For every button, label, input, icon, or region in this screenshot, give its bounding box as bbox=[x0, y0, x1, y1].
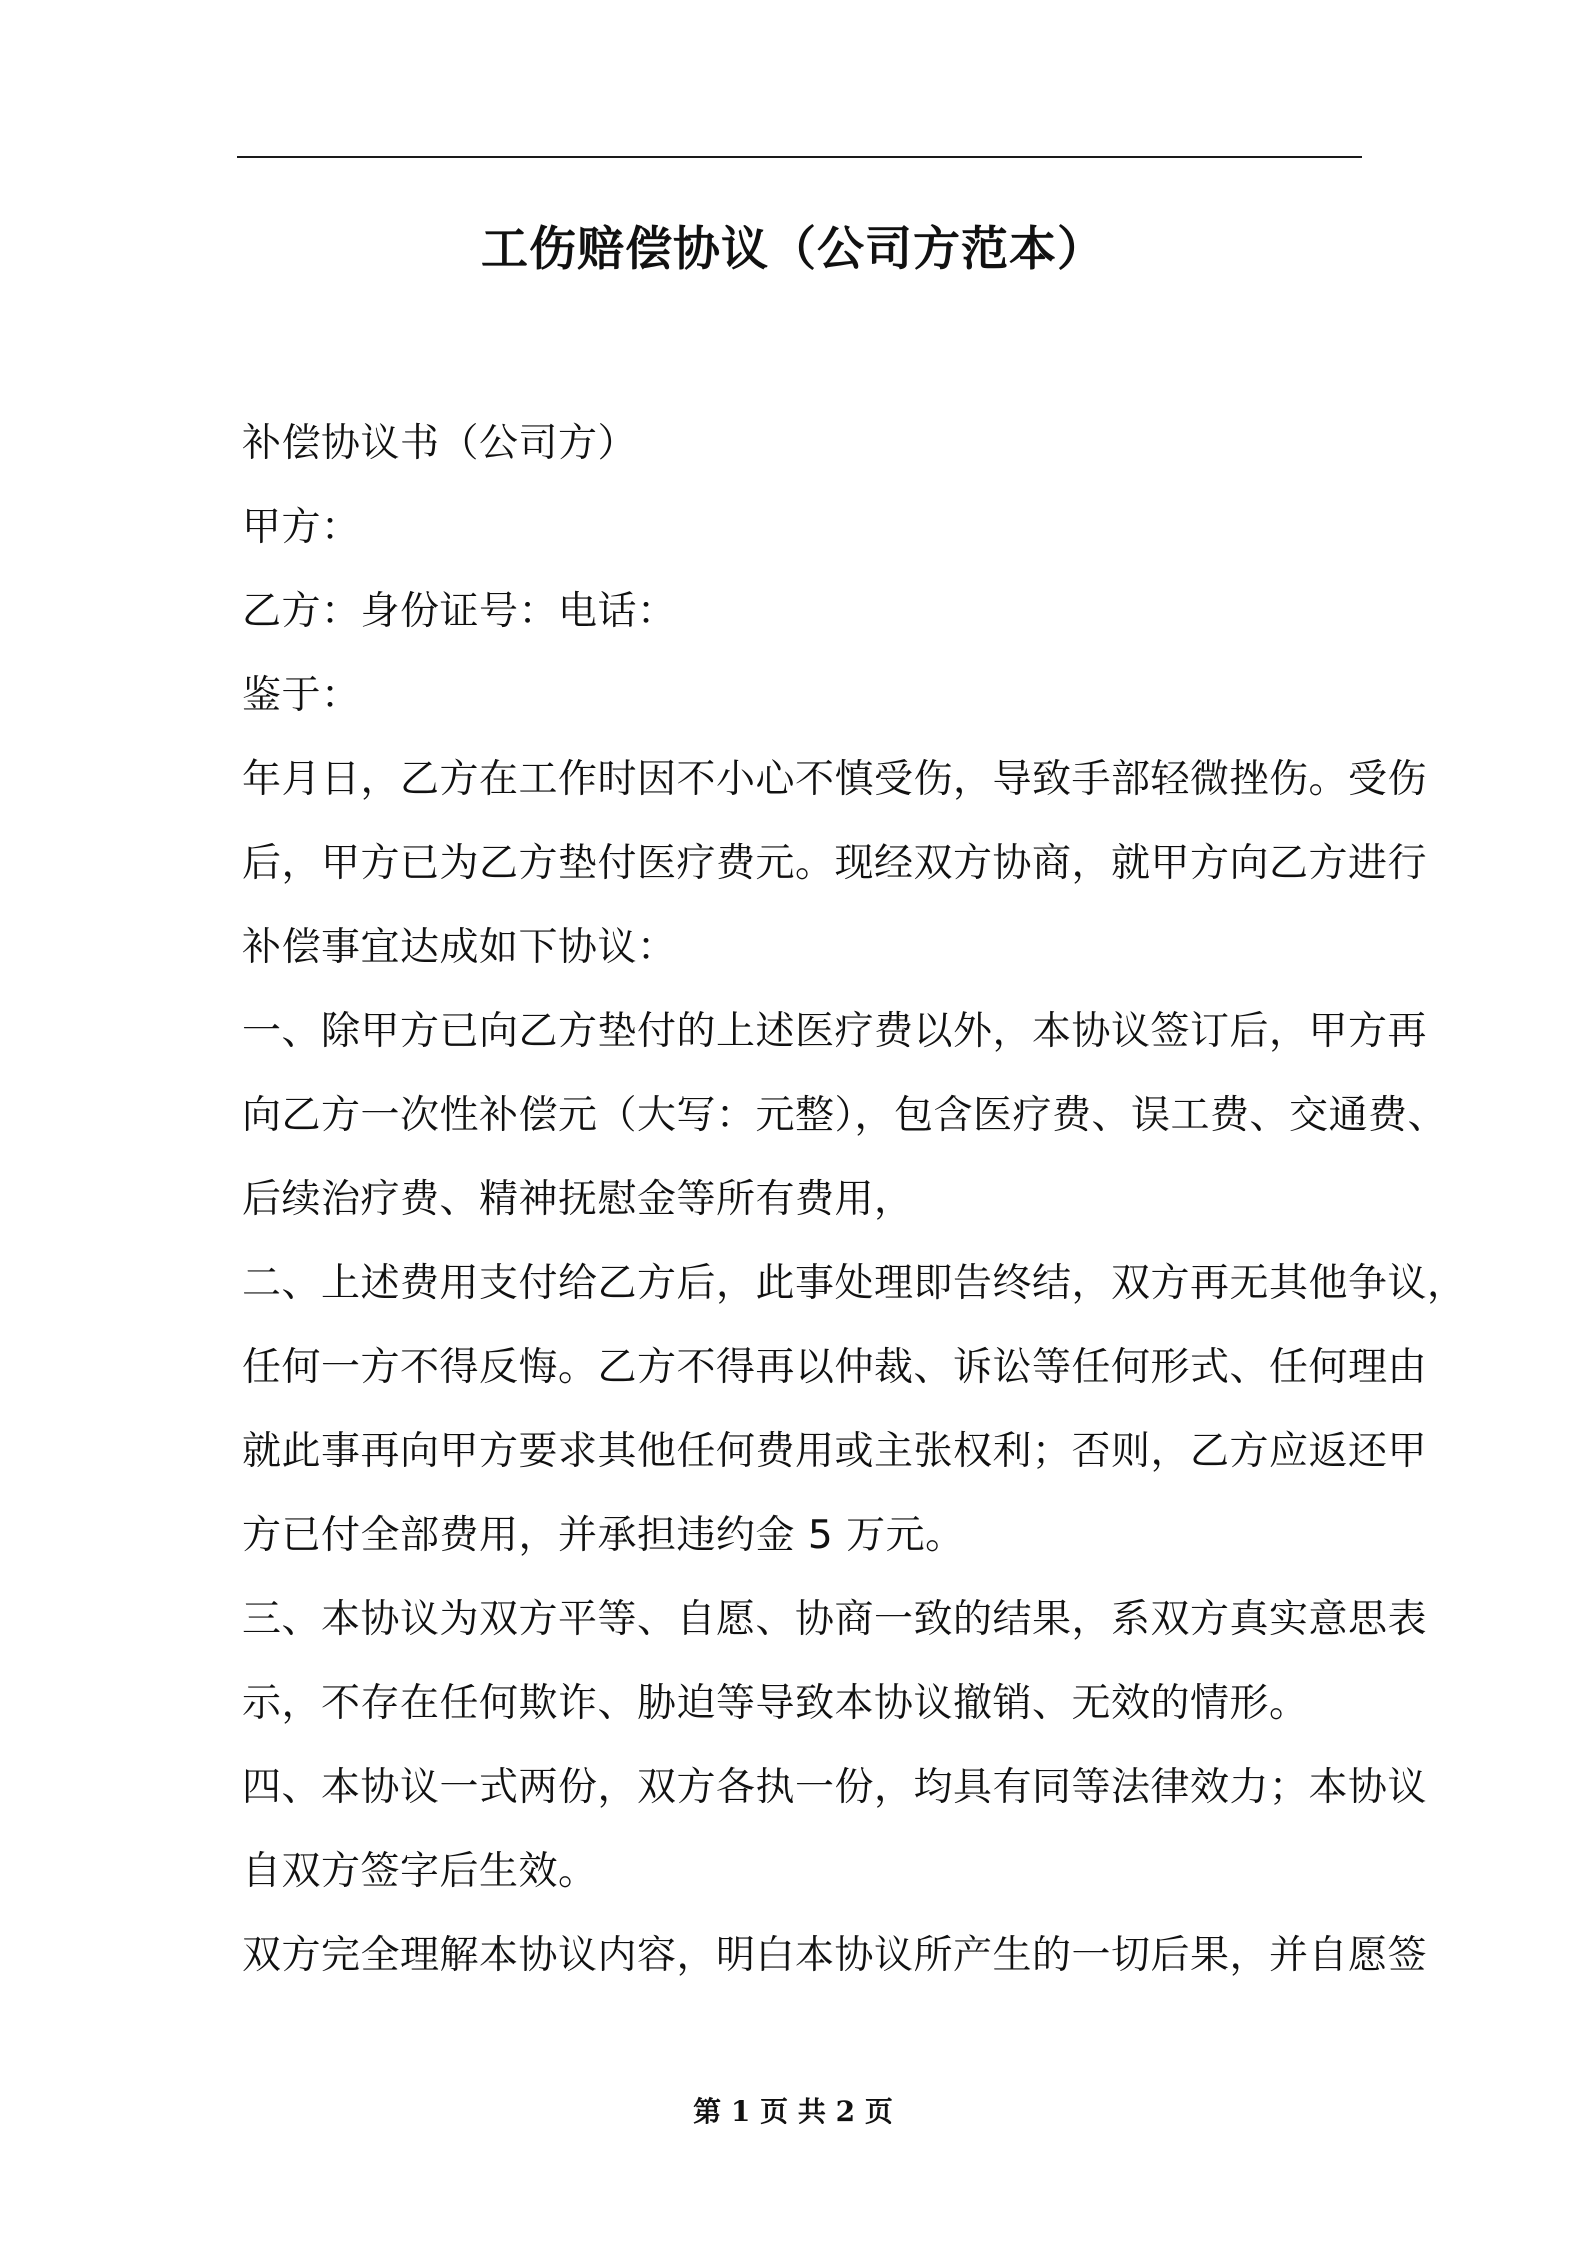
text-line: 二、上述费用支付给乙方后，此事处理即告终结，双方再无其他争议， bbox=[242, 1261, 1467, 1306]
text-line: 鉴于： bbox=[242, 673, 361, 718]
text-line: 双方完全理解本协议内容，明白本协议所产生的一切后果，并自愿签 bbox=[242, 1933, 1428, 1978]
text-line: 后，甲方已为乙方垫付医疗费元。现经双方协商，就甲方向乙方进行 bbox=[242, 841, 1428, 886]
text-line: 就此事再向甲方要求其他任何费用或主张权利；否则，乙方应返还甲 bbox=[242, 1429, 1428, 1474]
text-line: 年月日，乙方在工作时因不小心不慎受伤，导致手部轻微挫伤。受伤 bbox=[242, 757, 1428, 802]
text-line: 向乙方一次性补偿元（大写：元整），包含医疗费、误工费、交通费、 bbox=[242, 1093, 1448, 1138]
document-body bbox=[242, 402, 1467, 1998]
text-line: 一、除甲方已向乙方垫付的上述医疗费以外，本协议签订后，甲方再 bbox=[242, 1009, 1428, 1054]
text-line: 三、本协议为双方平等、自愿、协商一致的结果，系双方真实意思表 bbox=[242, 1597, 1428, 1642]
text-line: 乙方：身份证号：电话： bbox=[242, 589, 677, 634]
document-title: 工伤赔偿协议（公司方范本） bbox=[481, 222, 1105, 277]
text-line: 四、本协议一式两份，双方各执一份，均具有同等法律效力；本协议 bbox=[242, 1765, 1428, 1810]
text-line: 甲方： bbox=[242, 505, 361, 550]
text-line: 补偿事宜达成如下协议： bbox=[242, 925, 677, 970]
page-footer: 第 1 页 共 2 页 bbox=[693, 2095, 893, 2128]
text-line: 自双方签字后生效。 bbox=[242, 1849, 598, 1894]
text-line: 任何一方不得反悔。乙方不得再以仲裁、诉讼等任何形式、任何理由 bbox=[242, 1345, 1428, 1390]
header-rule bbox=[237, 156, 1362, 158]
text-line: 方已付全部费用，并承担违约金 5 万元。 bbox=[242, 1513, 965, 1558]
text-line: 后续治疗费、精神抚慰金等所有费用， bbox=[242, 1177, 914, 1222]
text-line: 补偿协议书（公司方） bbox=[242, 421, 638, 466]
text-line: 示，不存在任何欺诈、胁迫等导致本协议撤销、无效的情形。 bbox=[242, 1681, 1309, 1726]
